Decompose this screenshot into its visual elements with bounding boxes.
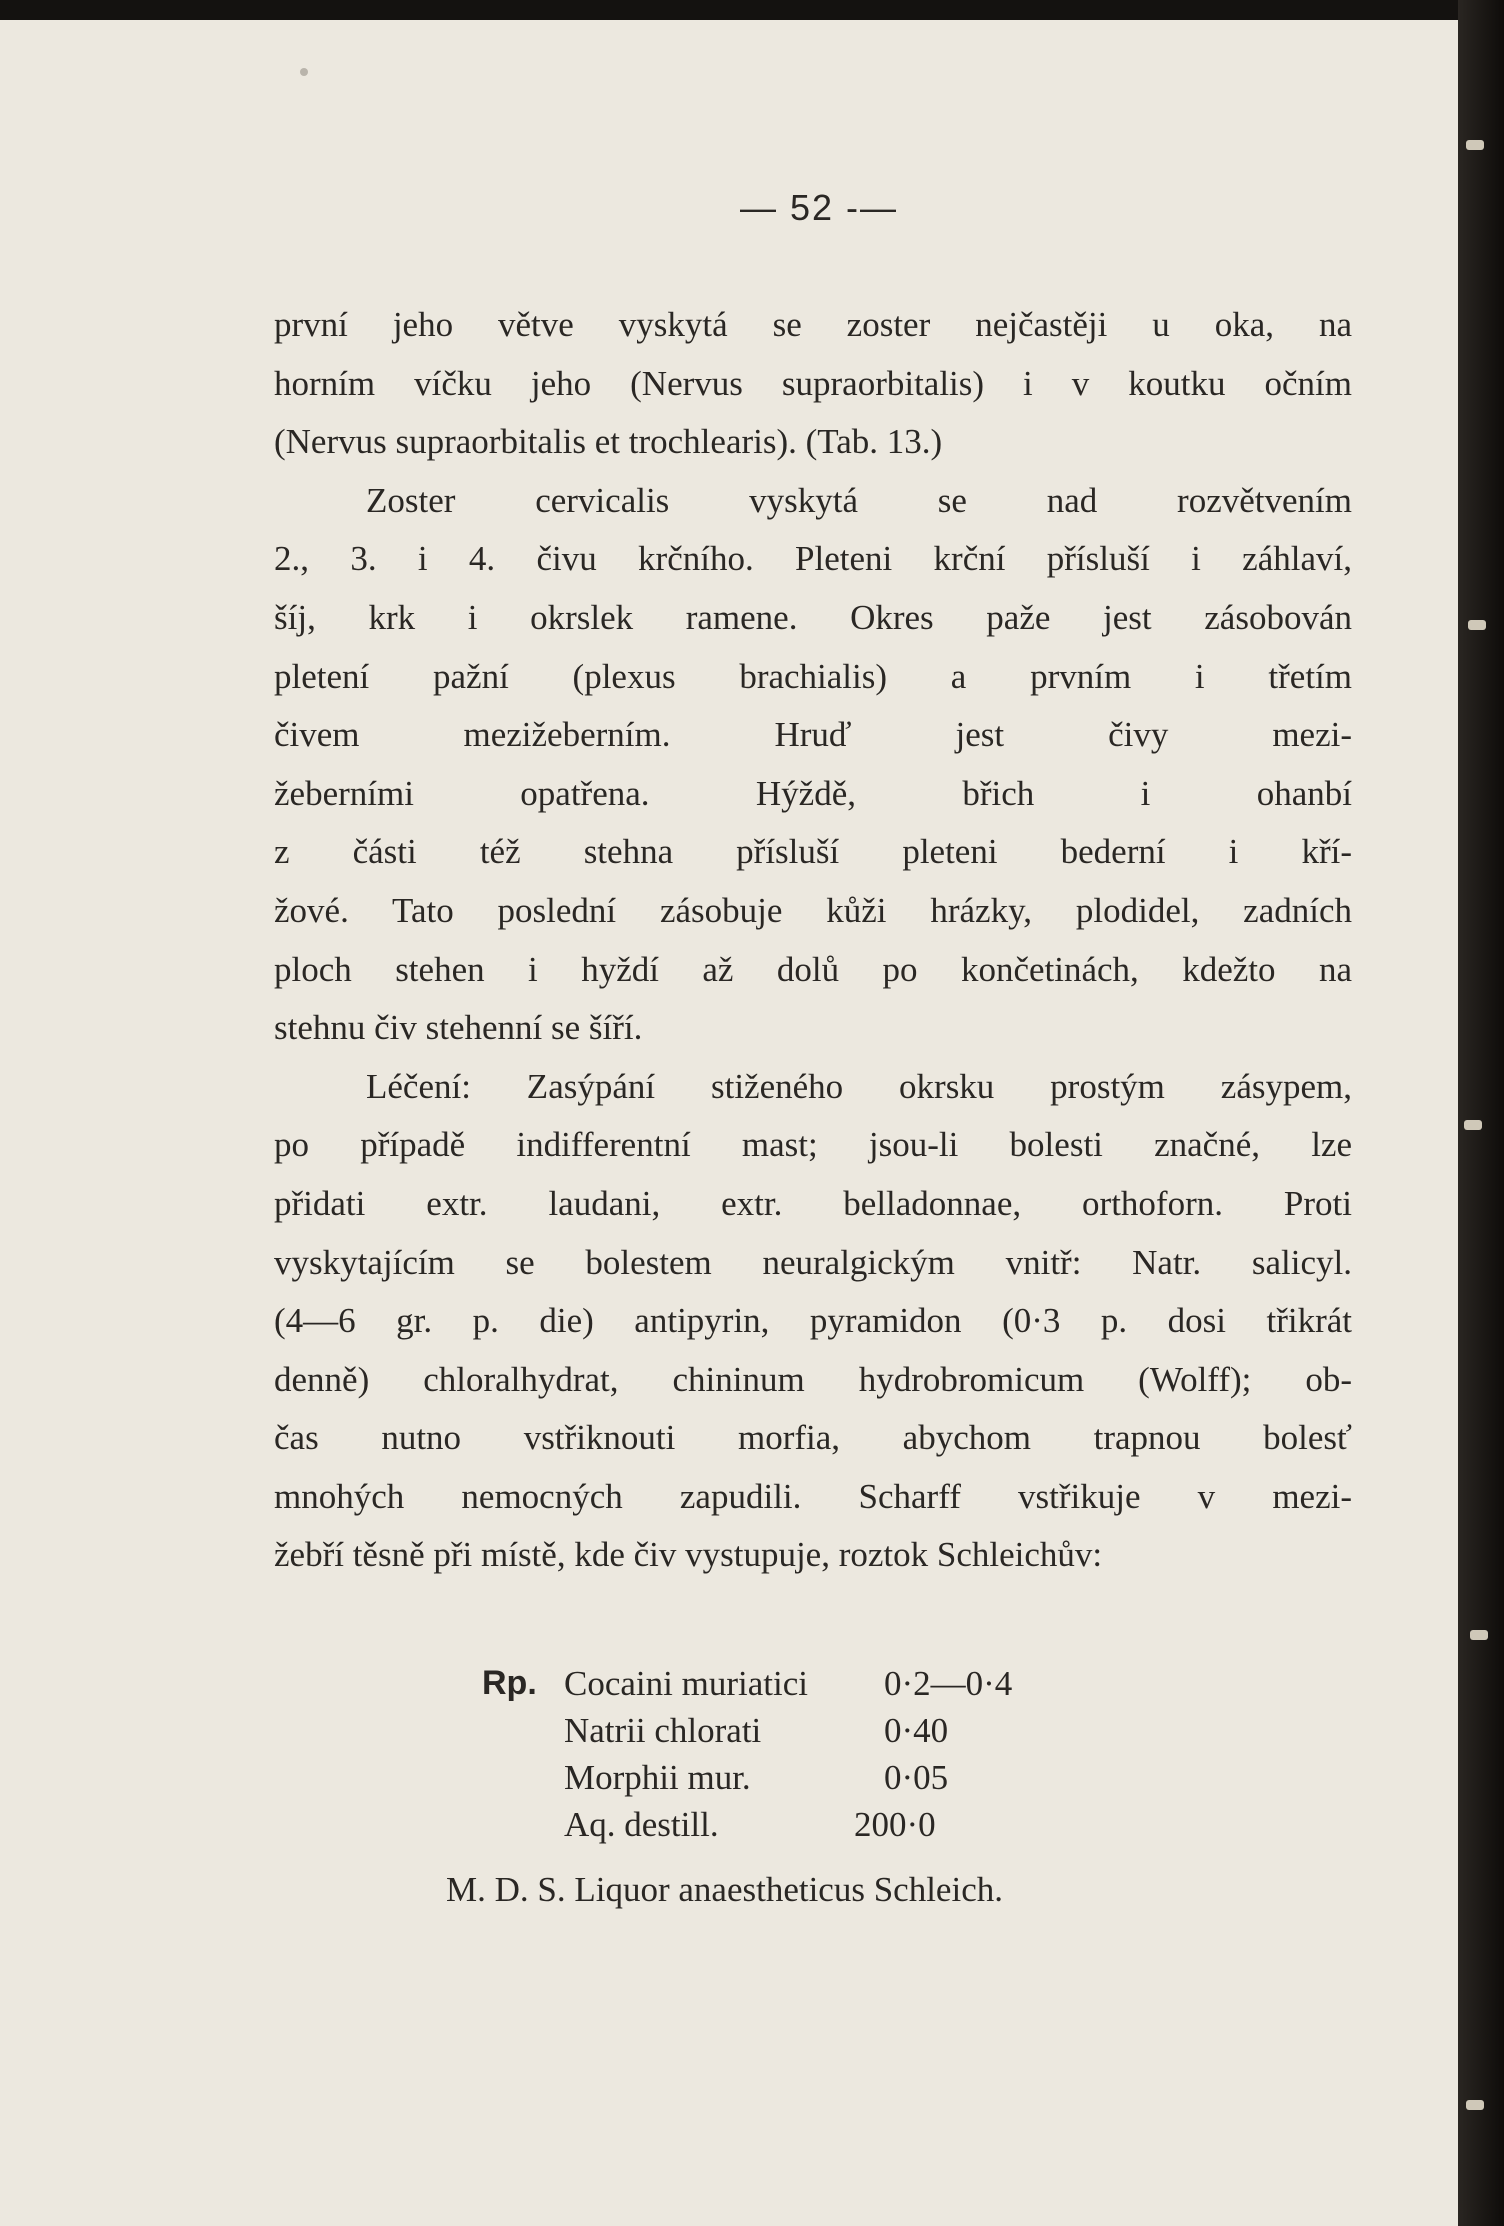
text-line: Zoster cervicalis vyskytá se nad rozvětvením [366, 480, 1352, 520]
text-line: z části též stehna přísluší pleteni bederní i kří- [274, 832, 1352, 872]
text-line: vyskytajícím se bolestem neuralgickým vnitř: Natr. salicyl. [274, 1242, 1352, 1282]
drug-name: Morphii mur. [564, 1758, 751, 1797]
text-line: první jeho větve vyskytá se zoster nejčastěji u oka, na [274, 305, 1352, 344]
rp-label: Rp. [482, 1664, 537, 1702]
prescription-item [564, 1754, 1012, 1801]
text-line: horním víčku jeho (Nervus supraorbitalis) i v koutku očním [274, 363, 1352, 403]
text-line: žeberními opatřena. Hýždě, břich i ohanbí [274, 773, 1352, 813]
book-page [0, 20, 1458, 2226]
drug-quantity: 200·0 [854, 1805, 936, 1844]
drug-name: Cocaini muriatici [564, 1664, 808, 1703]
binding-mark [1466, 140, 1484, 150]
text-line: žebří těsně při místě, kde čiv vystupuje, roztok Schleichův: [274, 1535, 1103, 1575]
book-binding-edge [1458, 0, 1504, 2226]
text-line: přidati extr. laudani, extr. belladonnae, orthoforn. Proti [274, 1183, 1352, 1223]
drug-quantity: 0·05 [884, 1758, 949, 1797]
page-number: — 52 -— [739, 187, 899, 228]
drug-quantity: 0·40 [884, 1711, 949, 1750]
scan-speck [300, 68, 308, 76]
drug-quantity: 0·2—0·4 [884, 1664, 1013, 1703]
text-line: mnohých nemocných zapudili. Scharff vstřikuje v mezi- [274, 1476, 1352, 1516]
text-line: denně) chloralhydrat, chininum hydrobromicum (Wolff); ob- [274, 1359, 1352, 1399]
drug-name: Natrii chlorati [564, 1711, 762, 1750]
prescription-item [564, 1801, 1012, 1848]
text-line: ploch stehen i hyždí až dolů po končetinách, kdežto na [274, 949, 1352, 989]
binding-mark [1466, 2100, 1484, 2110]
text-line: po případě indifferentní mast; jsou-li bolesti značné, lze [274, 1125, 1352, 1165]
text-line: (4—6 gr. p. die) antipyrin, pyramidon (0·3 p. dosi třikrát [274, 1301, 1352, 1341]
body-text [274, 296, 1352, 1585]
prescription-item [564, 1660, 1012, 1707]
text-line: žové. Tato poslední zásobuje kůži hrázky, plodidel, zadních [274, 890, 1352, 930]
text-line: Léčení: Zasýpání stiženého okrsku prostým zásypem, [366, 1066, 1352, 1106]
text-line: stehnu čiv stehenní se šíří. [274, 1008, 643, 1048]
binding-mark [1470, 1630, 1488, 1640]
text-line: (Nervus supraorbitalis et trochlearis). (Tab. 13.) [274, 422, 943, 462]
prescription-signature: M. D. S. Liquor anaestheticus Schleich. [446, 1870, 1003, 1909]
text-line: čivem mezižeberním. Hruď jest čivy mezi- [274, 715, 1352, 755]
binding-mark [1464, 1120, 1482, 1130]
drug-name: Aq. destill. [564, 1805, 719, 1844]
text-line: čas nutno vstřiknouti morfia, abychom trapnou bolesť [274, 1418, 1352, 1458]
text-line: šíj, krk i okrslek ramene. Okres paže jest zásobován [274, 597, 1352, 637]
prescription-item [564, 1707, 1012, 1754]
text-line: pletení pažní (plexus brachialis) a prvním i třetím [274, 656, 1352, 696]
binding-mark [1468, 620, 1486, 630]
prescription [482, 1660, 1012, 1848]
text-line: 2., 3. i 4. čivu krčního. Pleteni krční přísluší i záhlaví, [274, 539, 1352, 579]
